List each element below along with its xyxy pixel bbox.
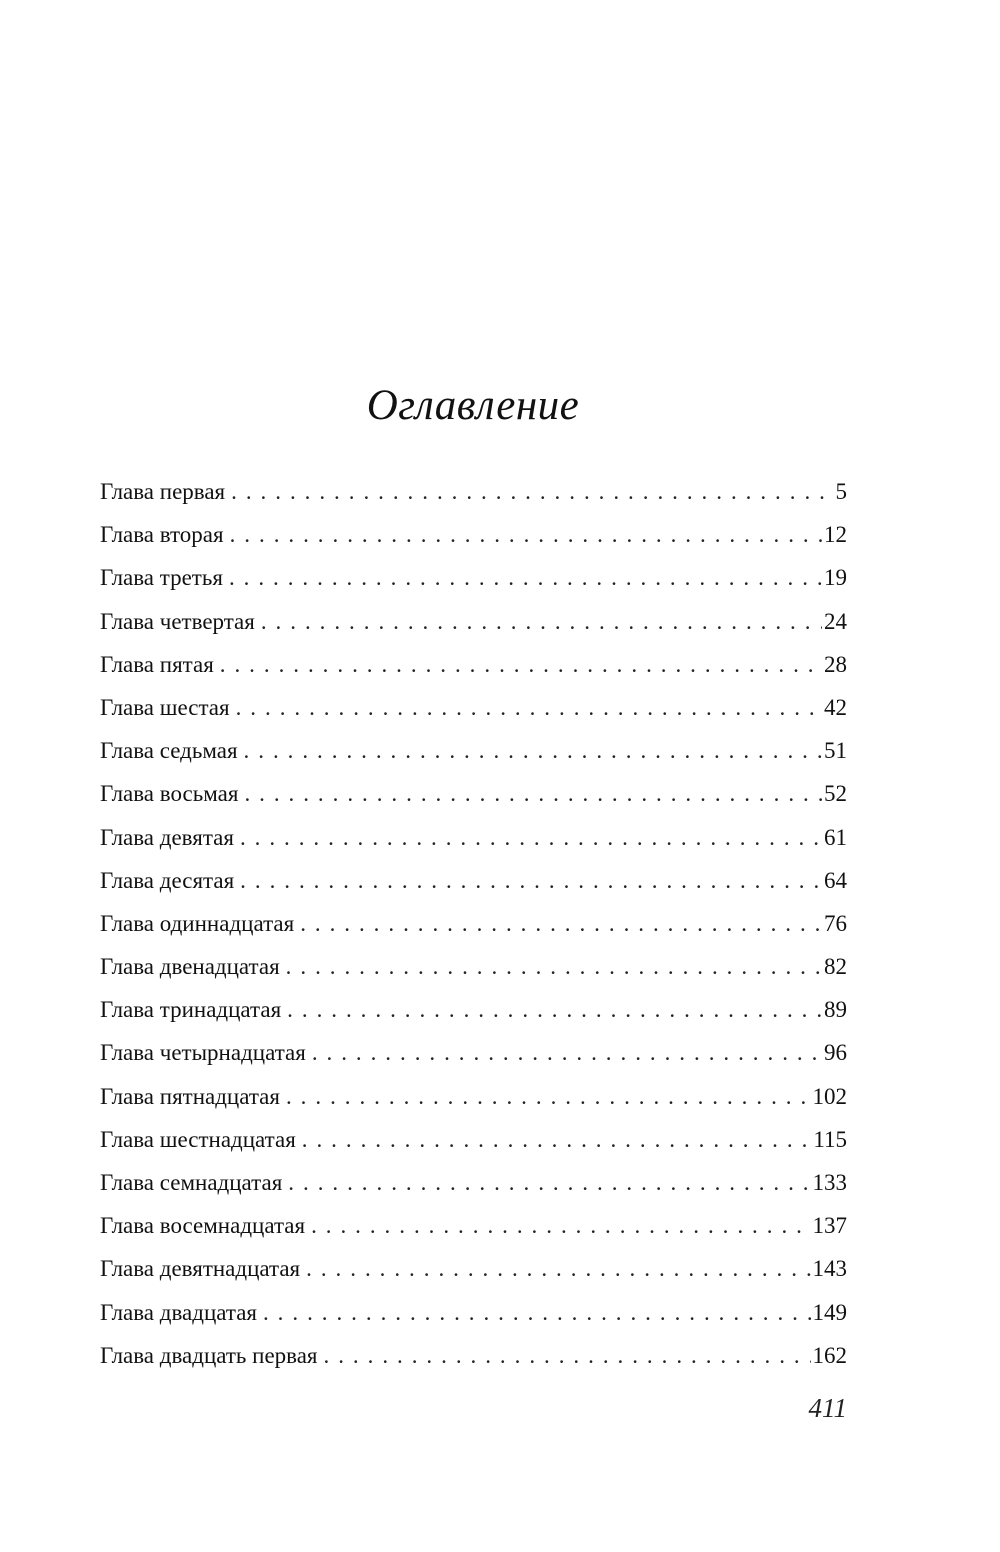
dot-leader: [244, 729, 822, 772]
dot-leader: [229, 556, 822, 599]
toc-entry[interactable]: [100, 1334, 847, 1377]
dot-leader: [312, 1031, 822, 1074]
toc-entry[interactable]: [100, 1291, 847, 1334]
toc-list: [100, 470, 847, 1377]
toc-entry-page: 24: [824, 608, 847, 634]
dot-leader: [240, 816, 822, 859]
dot-leader: [220, 643, 822, 686]
toc-entry[interactable]: [100, 1031, 847, 1074]
toc-entry-page: 82: [824, 954, 847, 980]
toc-entry-page: 149: [812, 1299, 847, 1325]
dot-leader: [286, 945, 822, 988]
toc-entry[interactable]: [100, 470, 847, 513]
toc-entry-label: Глава восемнадцатая: [100, 1213, 306, 1239]
toc-entry[interactable]: [100, 729, 847, 772]
toc-entry-label: Глава двенадцатая: [100, 954, 280, 980]
toc-entry-page: 76: [824, 910, 847, 936]
toc-entry[interactable]: [100, 816, 847, 859]
toc-entry[interactable]: [100, 513, 847, 556]
toc-entry[interactable]: [100, 600, 847, 643]
dot-leader: [244, 772, 822, 815]
toc-entry-label: Глава четвертая: [100, 608, 255, 634]
dot-leader: [240, 859, 822, 902]
toc-entry-label: Глава тринадцатая: [100, 997, 282, 1023]
toc-entry-page: 115: [813, 1126, 847, 1152]
toc-entry-page: 51: [824, 738, 847, 764]
dot-leader: [306, 1247, 810, 1290]
toc-entry-page: 137: [812, 1213, 847, 1239]
dot-leader: [311, 1204, 810, 1247]
toc-entry[interactable]: [100, 988, 847, 1031]
toc-entry-page: 102: [812, 1083, 847, 1109]
toc-entry-page: 5: [835, 479, 847, 504]
toc-entry[interactable]: [100, 1118, 847, 1161]
dot-leader: [300, 902, 822, 945]
dot-leader: [324, 1334, 811, 1377]
toc-entry-label: Глава восьмая: [100, 781, 239, 807]
toc-entry-label: Глава первая: [100, 479, 226, 504]
dot-leader: [287, 988, 822, 1031]
toc-entry-page: 12: [824, 522, 847, 548]
toc-entry-label: Глава шестая: [100, 694, 230, 720]
toc-entry[interactable]: [100, 902, 847, 945]
dot-leader: [236, 686, 822, 729]
toc-entry[interactable]: [100, 1204, 847, 1247]
toc-entry-page: 52: [824, 781, 847, 807]
dot-leader: [230, 513, 822, 556]
dot-leader: [261, 600, 822, 643]
toc-entry-page: 133: [812, 1170, 847, 1195]
toc-entry-label: Глава девятнадцатая: [100, 1256, 301, 1282]
toc-entry-label: Глава десятая: [100, 867, 235, 893]
toc-entry[interactable]: [100, 859, 847, 902]
toc-entry[interactable]: [100, 1075, 847, 1118]
toc-entry-label: Глава пятнадцатая: [100, 1083, 280, 1109]
toc-entry-label: Глава девятая: [100, 824, 234, 850]
toc-entry[interactable]: [100, 556, 847, 599]
toc-entry-label: Глава третья: [100, 565, 223, 591]
toc-entry-page: 42: [824, 694, 847, 720]
toc-entry-page: 64: [824, 867, 847, 893]
toc-entry-page: 61: [824, 824, 847, 850]
toc-entry-page: 96: [824, 1040, 847, 1066]
dot-leader: [288, 1161, 810, 1204]
toc-entry[interactable]: [100, 772, 847, 815]
toc-entry-page: 143: [812, 1256, 847, 1282]
toc-entry-label: Глава четырнадцатая: [100, 1040, 306, 1066]
toc-entry-label: Глава пятая: [100, 651, 214, 677]
toc-entry-label: Глава вторая: [100, 522, 224, 548]
toc-entry-label: Глава шестнадцатая: [100, 1126, 296, 1152]
toc-entry[interactable]: [100, 945, 847, 988]
toc-title: Оглавление: [366, 382, 580, 429]
dot-leader: [286, 1075, 811, 1118]
toc-entry[interactable]: [100, 1161, 847, 1204]
toc-entry-page: 19: [824, 565, 847, 591]
toc-entry[interactable]: [100, 643, 847, 686]
page-number: 411: [808, 1393, 847, 1423]
toc-entry-label: Глава двадцать первая: [100, 1342, 318, 1368]
toc-entry-page: 162: [812, 1342, 847, 1368]
toc-entry-label: Глава одиннадцатая: [100, 910, 295, 936]
toc-entry-label: Глава семнадцатая: [100, 1170, 283, 1195]
toc-entry-label: Глава двадцатая: [100, 1299, 257, 1325]
toc-entry[interactable]: [100, 686, 847, 729]
toc-entry-page: 89: [824, 997, 847, 1023]
toc-entry-label: Глава седьмая: [100, 738, 238, 764]
dot-leader: [263, 1291, 811, 1334]
dot-leader: [231, 470, 833, 513]
toc-entry-page: 28: [824, 651, 847, 677]
toc-entry[interactable]: [100, 1247, 847, 1290]
dot-leader: [302, 1118, 812, 1161]
